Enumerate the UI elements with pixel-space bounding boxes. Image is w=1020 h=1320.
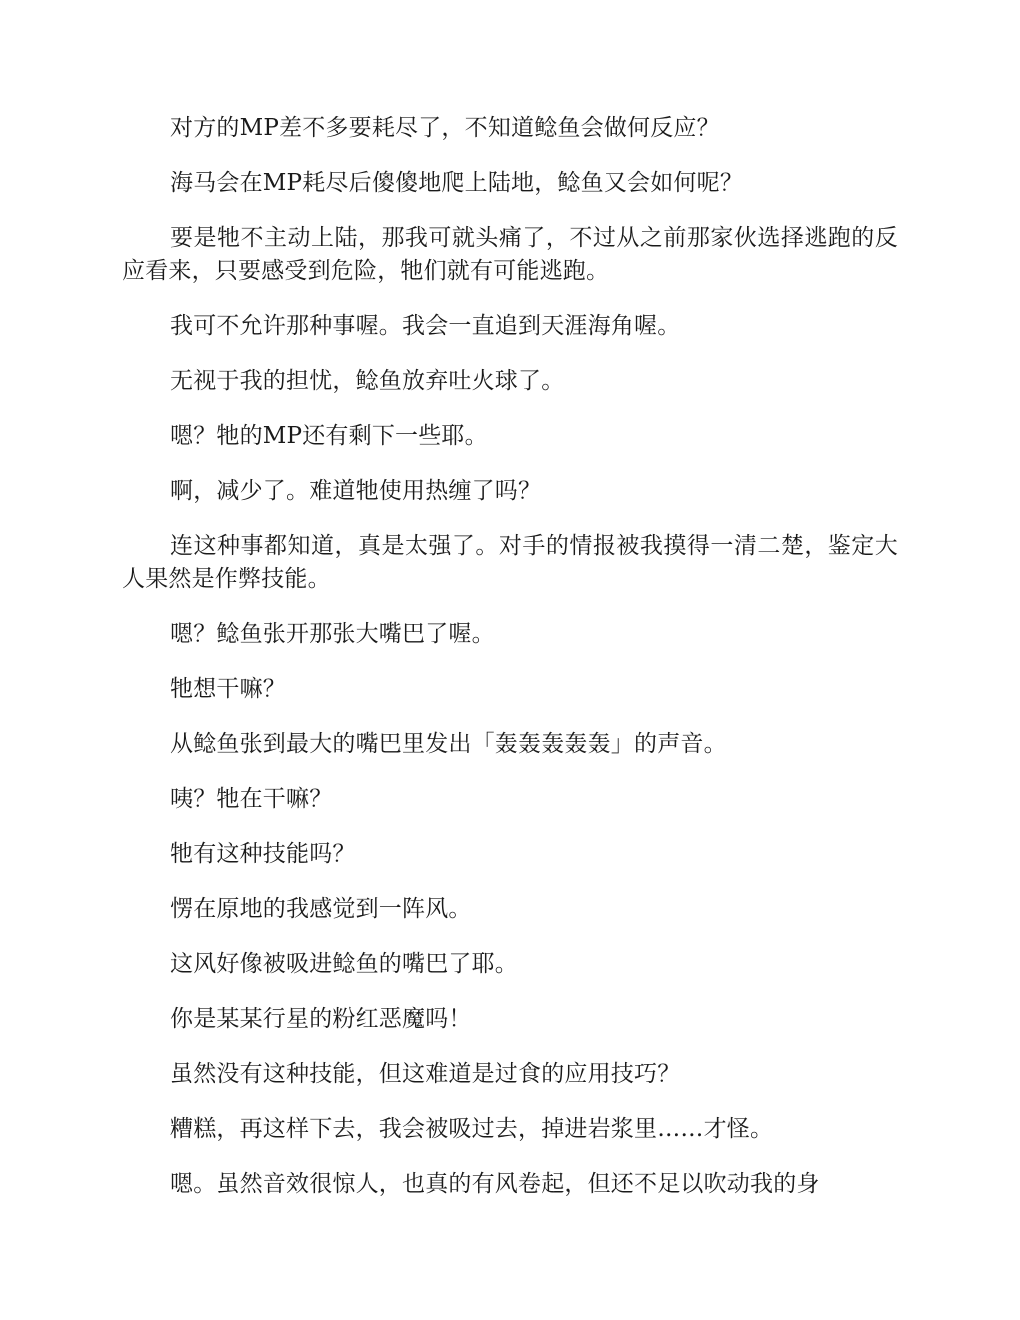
paragraph: 无视于我的担忧，鲶鱼放弃吐火球了。	[170, 368, 565, 394]
paragraph: 牠有这种技能吗？	[170, 841, 356, 867]
paragraph: 牠想干嘛？	[170, 676, 286, 702]
paragraph: 嗯。虽然音效很惊人，也真的有风卷起，但还不足以吹动我的身	[170, 1171, 820, 1197]
paragraph: 从鲶鱼张到最大的嘴巴里发出「轰轰轰轰轰」的声音。	[170, 731, 727, 757]
paragraph: 连这种事都知道，真是太强了。对手的情报被我摸得一清二楚，鉴定大人果然是作弊技能。	[122, 533, 898, 592]
paragraph: 虽然没有这种技能，但这难道是过食的应用技巧？	[170, 1061, 681, 1087]
paragraph: 嗯？鲶鱼张开那张大嘴巴了喔。	[170, 621, 495, 647]
paragraph: 对方的MP差不多要耗尽了，不知道鲶鱼会做何反应？	[170, 115, 720, 141]
paragraph: 啊，减少了。难道牠使用热缠了吗？	[170, 478, 542, 504]
paragraph: 嗯？牠的MP还有剩下一些耶。	[170, 423, 488, 449]
paragraph: 愣在原地的我感觉到一阵风。	[170, 896, 472, 922]
paragraph: 这风好像被吸进鲶鱼的嘴巴了耶。	[170, 951, 518, 977]
paragraph: 咦？牠在干嘛？	[170, 786, 333, 812]
paragraph: 你是某某行星的粉红恶魔吗！	[170, 1006, 472, 1032]
paragraph: 我可不允许那种事喔。我会一直追到天涯海角喔。	[170, 313, 681, 339]
paragraph: 要是牠不主动上陆，那我可就头痛了，不过从之前那家伙选择逃跑的反应看来，只要感受到危险，牠们就有可能逃跑。	[122, 225, 898, 284]
document-page	[122, 112, 898, 1223]
paragraph: 糟糕，再这样下去，我会被吸过去，掉进岩浆里……才怪。	[170, 1116, 774, 1142]
paragraph: 海马会在MP耗尽后傻傻地爬上陆地，鲶鱼又会如何呢？	[170, 170, 744, 196]
